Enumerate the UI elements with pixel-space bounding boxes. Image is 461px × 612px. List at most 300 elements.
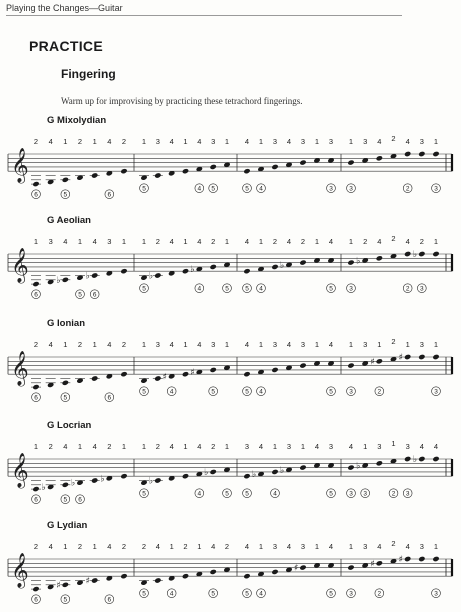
finger-number: 4 (377, 542, 382, 551)
finger-number: 4 (348, 442, 354, 451)
note-head (91, 375, 98, 381)
note-head (243, 371, 250, 377)
string-number: 2 (377, 590, 382, 598)
finger-number: 1 (348, 237, 354, 246)
string-number: 5 (63, 394, 68, 402)
string-number: 5 (225, 490, 229, 498)
string-number: 3 (434, 590, 438, 598)
intro-text: Warm up for improvising by practicing these tetrachord fingerings. (61, 96, 303, 106)
string-number: 5 (142, 590, 146, 598)
note-head (210, 569, 217, 575)
note-head (418, 251, 425, 257)
finger-number: 3 (107, 237, 112, 246)
flat-sign: ♭ (100, 474, 105, 485)
finger-number: 3 (272, 340, 278, 349)
note-head (154, 477, 161, 483)
treble-clef-icon: 𝄞 (11, 453, 29, 489)
finger-number: 2 (211, 442, 216, 451)
string-number: 4 (259, 388, 263, 396)
note-head (376, 460, 383, 466)
finger-number: 3 (363, 340, 368, 349)
string-number: 5 (63, 191, 68, 199)
string-number: 6 (34, 191, 38, 199)
finger-number: 3 (300, 340, 306, 349)
finger-number: 1 (33, 237, 39, 246)
note-head (62, 482, 69, 488)
finger-number: 2 (155, 237, 160, 246)
note-head (154, 375, 161, 381)
finger-number: 1 (121, 237, 127, 246)
string-number: 3 (349, 490, 353, 498)
finger-number: 2 (183, 542, 188, 551)
flat-sign: ♭ (56, 275, 61, 286)
finger-number: 2 (33, 542, 39, 551)
flat-sign: ♭ (280, 465, 285, 476)
note-head (62, 177, 69, 183)
note-head (91, 172, 98, 178)
finger-number: 2 (391, 234, 396, 243)
finger-number: 1 (433, 542, 439, 551)
note-head (120, 473, 127, 479)
running-header (6, 3, 402, 16)
note-head (154, 172, 161, 178)
finger-number: 2 (107, 442, 112, 451)
string-number: 3 (420, 285, 424, 293)
note-head (418, 354, 425, 360)
treble-clef-icon: 𝄞 (11, 553, 29, 589)
string-number: 4 (197, 490, 202, 498)
string-number: 5 (63, 596, 68, 604)
note-head (432, 251, 439, 257)
flat-sign: ♭ (71, 478, 76, 489)
finger-number: 1 (314, 237, 320, 246)
sharp-sign: ♯ (294, 563, 299, 574)
finger-number: 1 (92, 137, 97, 146)
string-number: 6 (92, 291, 97, 299)
sharp-sign: ♯ (370, 357, 375, 368)
finger-number: 1 (77, 442, 83, 451)
staff-svg (0, 215, 461, 307)
finger-number: 1 (224, 237, 230, 246)
finger-number: 3 (286, 442, 292, 451)
finger-number: 1 (121, 442, 127, 451)
string-number: 3 (363, 490, 367, 498)
finger-number: 2 (211, 237, 216, 246)
note-head (376, 155, 383, 161)
finger-number: 4 (244, 542, 250, 551)
note-head (182, 268, 189, 274)
finger-number: 2 (224, 542, 230, 551)
finger-number: 1 (183, 137, 188, 146)
finger-number: 4 (405, 542, 410, 551)
string-number: 3 (434, 185, 438, 193)
finger-number: 4 (244, 237, 250, 246)
finger-number: 2 (141, 542, 147, 551)
note-head (182, 473, 189, 479)
finger-number: 1 (258, 340, 264, 349)
note-head (120, 268, 127, 274)
finger-number: 2 (33, 340, 39, 349)
finger-number: 4 (286, 542, 292, 551)
finger-number: 3 (244, 442, 250, 451)
finger-number: 1 (433, 237, 439, 246)
finger-number: 2 (300, 237, 306, 246)
finger-number: 2 (77, 340, 83, 349)
string-number: 4 (197, 185, 202, 193)
finger-number: 1 (224, 340, 230, 349)
note-head (32, 486, 39, 492)
finger-number: 3 (48, 237, 53, 246)
note-head (432, 151, 439, 157)
note-head (62, 582, 69, 588)
finger-number: 1 (63, 340, 68, 349)
finger-number: 1 (141, 442, 147, 451)
string-number: 4 (169, 388, 174, 396)
finger-number: 4 (197, 442, 202, 451)
finger-number: 4 (377, 237, 382, 246)
string-number: 4 (169, 590, 174, 598)
flat-sign: ♭ (148, 271, 154, 282)
string-number: 4 (259, 185, 263, 193)
note-head (32, 384, 39, 390)
finger-number: 4 (107, 542, 112, 551)
finger-number: 4 (63, 442, 68, 451)
flat-sign: ♭ (412, 250, 418, 260)
scale-block (0, 215, 461, 307)
finger-number: 4 (314, 442, 320, 451)
note-head (299, 159, 306, 165)
finger-number: 2 (48, 442, 53, 451)
string-number: 5 (211, 590, 215, 598)
finger-number: 3 (377, 442, 382, 451)
note-head (376, 255, 383, 261)
string-number: 6 (34, 496, 38, 504)
note-head (210, 469, 217, 475)
flat-sign: ♭ (412, 455, 418, 465)
finger-number: 2 (33, 137, 39, 146)
finger-number: 4 (169, 340, 174, 349)
finger-number: 3 (155, 340, 160, 349)
note-head (243, 473, 250, 479)
note-head (376, 560, 383, 566)
note-head (91, 577, 98, 583)
string-number: 5 (329, 490, 333, 498)
finger-number: 1 (391, 439, 396, 448)
note-head (91, 477, 98, 483)
string-number: 3 (434, 388, 438, 396)
note-head (404, 151, 411, 157)
finger-number: 2 (419, 237, 424, 246)
finger-number: 1 (314, 542, 320, 551)
finger-number: 1 (197, 542, 202, 551)
finger-number: 3 (419, 340, 424, 349)
finger-number: 4 (169, 137, 174, 146)
finger-number: 3 (155, 137, 160, 146)
finger-number: 1 (314, 137, 320, 146)
finger-number: 2 (391, 134, 396, 143)
finger-number: 1 (224, 137, 230, 146)
finger-number: 1 (169, 542, 174, 551)
finger-number: 4 (107, 137, 112, 146)
string-number: 6 (78, 496, 82, 504)
string-number: 6 (34, 291, 38, 299)
staff-svg (0, 115, 461, 207)
sharp-sign: ♯ (398, 555, 404, 565)
note-head (154, 272, 161, 278)
string-number: 5 (142, 388, 146, 396)
finger-number: 1 (92, 542, 97, 551)
note-head (404, 251, 411, 257)
string-number: 5 (63, 496, 68, 504)
note-head (299, 259, 306, 265)
finger-number: 4 (48, 542, 53, 551)
scale-title: G Locrian (47, 420, 92, 431)
finger-number: 4 (92, 442, 97, 451)
finger-number: 3 (272, 542, 278, 551)
treble-clef-icon: 𝄞 (11, 148, 29, 184)
finger-number: 4 (197, 237, 202, 246)
note-head (347, 464, 354, 470)
string-number: 6 (34, 596, 38, 604)
string-number: 3 (349, 285, 353, 293)
finger-number: 1 (272, 442, 278, 451)
finger-number: 1 (405, 340, 410, 349)
finger-number: 3 (300, 542, 306, 551)
note-head (243, 573, 250, 579)
staff-svg (0, 420, 461, 512)
string-number: 3 (349, 388, 353, 396)
note-head (347, 362, 354, 368)
finger-number: 4 (48, 137, 53, 146)
finger-number: 4 (286, 237, 292, 246)
string-number: 5 (329, 285, 333, 293)
finger-number: 3 (328, 137, 334, 146)
note-head (299, 362, 306, 368)
finger-number: 1 (314, 340, 320, 349)
finger-number: 2 (272, 237, 278, 246)
finger-number: 1 (33, 442, 39, 451)
note-head (182, 371, 189, 377)
flat-sign: ♭ (356, 256, 361, 267)
flat-sign: ♭ (41, 482, 46, 493)
treble-clef-icon: 𝄞 (11, 351, 29, 387)
note-head (347, 259, 354, 265)
note-head (418, 456, 425, 462)
string-number: 5 (78, 291, 82, 299)
finger-number: 2 (77, 542, 83, 551)
string-number: 3 (349, 590, 353, 598)
finger-number: 2 (155, 442, 160, 451)
string-number: 5 (245, 185, 249, 193)
finger-number: 1 (363, 442, 368, 451)
note-head (243, 268, 250, 274)
finger-number: 3 (328, 442, 334, 451)
string-number: 6 (107, 596, 112, 604)
string-number: 2 (405, 285, 410, 293)
finger-number: 1 (183, 237, 188, 246)
note-head (432, 556, 439, 562)
note-head (243, 168, 250, 174)
note-head (347, 564, 354, 570)
finger-number: 2 (77, 137, 83, 146)
finger-number: 1 (77, 237, 83, 246)
note-head (299, 464, 306, 470)
finger-number: 4 (433, 442, 439, 451)
scale-title: G Ionian (47, 318, 85, 329)
finger-number: 3 (272, 137, 278, 146)
finger-number: 3 (405, 442, 410, 451)
scale-block (0, 318, 461, 410)
finger-number: 1 (183, 442, 188, 451)
finger-number: 3 (419, 542, 424, 551)
note-head (271, 264, 278, 270)
note-head (271, 569, 278, 575)
finger-number: 4 (211, 542, 216, 551)
note-head (418, 556, 425, 562)
note-head (32, 281, 39, 287)
flat-sign: ♭ (280, 260, 285, 271)
string-number: 3 (405, 490, 410, 498)
string-number: 6 (34, 394, 38, 402)
finger-number: 4 (286, 340, 292, 349)
flat-sign: ♭ (148, 476, 154, 487)
finger-number: 1 (63, 137, 68, 146)
finger-number: 1 (258, 237, 264, 246)
scale-title: G Lydian (47, 520, 88, 531)
note-head (62, 380, 69, 386)
note-head (404, 556, 411, 562)
string-number: 3 (329, 185, 333, 193)
scale-title: G Mixolydian (47, 115, 107, 126)
finger-number: 4 (48, 340, 53, 349)
finger-number: 4 (405, 137, 410, 146)
note-head (32, 586, 39, 592)
finger-number: 1 (258, 137, 264, 146)
finger-number: 3 (300, 137, 306, 146)
note-head (182, 573, 189, 579)
subsection-title: Fingering (61, 67, 116, 81)
note-head (120, 371, 127, 377)
note-head (299, 564, 306, 570)
finger-number: 1 (300, 442, 306, 451)
finger-number: 3 (211, 340, 216, 349)
string-number: 4 (273, 490, 277, 498)
finger-number: 3 (211, 137, 216, 146)
note-head (271, 367, 278, 373)
finger-number: 4 (328, 340, 334, 349)
string-number: 2 (405, 185, 410, 193)
string-number: 4 (259, 285, 263, 293)
string-number: 5 (142, 185, 146, 193)
finger-number: 4 (286, 137, 292, 146)
note-head (154, 577, 161, 583)
note-head (347, 159, 354, 165)
finger-number: 1 (258, 542, 264, 551)
finger-number: 1 (183, 340, 188, 349)
note-head (271, 469, 278, 475)
finger-number: 1 (433, 340, 439, 349)
string-number: 5 (245, 490, 249, 498)
finger-number: 4 (328, 237, 334, 246)
string-number: 5 (211, 388, 215, 396)
note-head (210, 367, 217, 373)
finger-number: 1 (348, 340, 354, 349)
finger-number: 4 (197, 340, 202, 349)
finger-number: 1 (377, 340, 382, 349)
flat-sign: ♭ (85, 271, 90, 282)
sharp-sign: ♯ (370, 559, 375, 570)
flat-sign: ♭ (204, 467, 209, 478)
note-head (404, 354, 411, 360)
finger-number: 1 (92, 340, 97, 349)
finger-number: 4 (328, 542, 334, 551)
finger-number: 1 (433, 137, 439, 146)
finger-number: 4 (155, 542, 160, 551)
string-number: 6 (107, 394, 112, 402)
scale-block (0, 115, 461, 207)
finger-number: 3 (363, 542, 368, 551)
flat-sign: ♭ (190, 265, 195, 276)
note-head (210, 164, 217, 170)
finger-number: 4 (405, 237, 410, 246)
scale-title: G Aeolian (47, 215, 91, 226)
note-head (210, 264, 217, 270)
finger-number: 4 (244, 340, 250, 349)
finger-number: 1 (348, 137, 354, 146)
finger-number: 1 (224, 442, 230, 451)
note-head (120, 573, 127, 579)
string-number: 5 (225, 285, 229, 293)
finger-number: 4 (169, 237, 174, 246)
scale-block (0, 520, 461, 612)
string-number: 5 (142, 490, 146, 498)
finger-number: 1 (141, 137, 147, 146)
running-title: Playing the Changes—Guitar (6, 3, 123, 13)
finger-number: 4 (258, 442, 264, 451)
finger-number: 2 (121, 137, 127, 146)
staff-svg (0, 318, 461, 410)
treble-clef-icon: 𝄞 (11, 248, 29, 284)
string-number: 5 (245, 590, 249, 598)
sharp-sign: ♯ (398, 353, 404, 363)
finger-number: 4 (419, 442, 424, 451)
string-number: 5 (245, 285, 249, 293)
string-number: 2 (377, 388, 382, 396)
finger-number: 1 (63, 542, 68, 551)
sharp-sign: ♯ (56, 580, 61, 591)
string-number: 5 (329, 590, 333, 598)
string-number: 5 (211, 185, 215, 193)
note-head (404, 456, 411, 462)
finger-number: 2 (121, 340, 127, 349)
note-head (62, 277, 69, 283)
string-number: 5 (142, 285, 146, 293)
string-number: 6 (107, 191, 112, 199)
finger-number: 4 (107, 340, 112, 349)
sharp-sign: ♯ (162, 372, 168, 383)
finger-number: 4 (63, 237, 68, 246)
finger-number: 3 (363, 137, 368, 146)
note-head (91, 272, 98, 278)
note-head (432, 354, 439, 360)
finger-number: 1 (141, 340, 147, 349)
flat-sign: ♭ (356, 461, 361, 472)
note-head (432, 456, 439, 462)
section-title: PRACTICE (29, 38, 103, 54)
finger-number: 4 (169, 442, 174, 451)
string-number: 4 (259, 590, 263, 598)
finger-number: 1 (348, 542, 354, 551)
